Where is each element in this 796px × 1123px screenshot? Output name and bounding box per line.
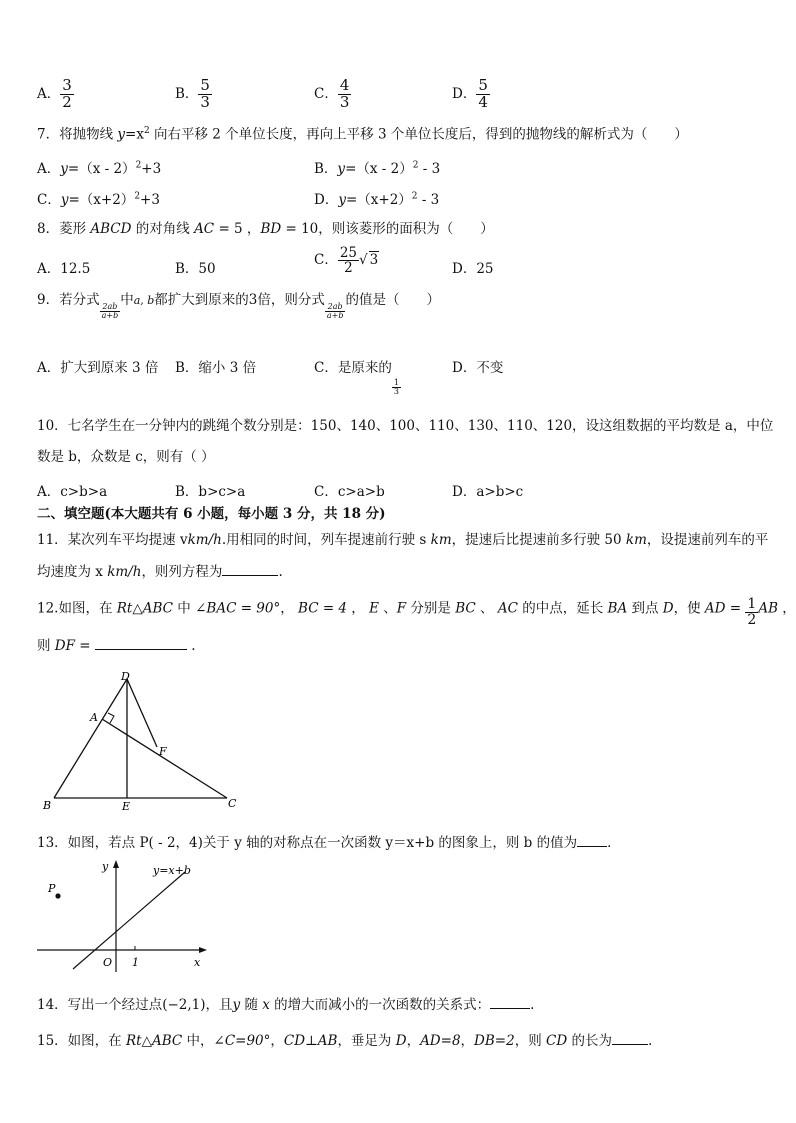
q6-option-b-fraction: $\frac{5}{3}$ — [200, 76, 210, 111]
q10-option-a: A．c>b>a — [37, 484, 108, 500]
section-heading: 二、填空题(本大题共有 6 小题，每小题 3 分，共 18 分) — [37, 506, 386, 522]
q9-stem: 9．若分式 $\frac{2ab}{a+b}$ 中a, b都扩大到原来的3倍，则分式 $\frac{2ab}{a+b}$ 的值是（ ） — [37, 292, 440, 320]
q10-option-c: C．c>a>b — [314, 484, 385, 500]
q10-stem-line2: 数是 b，众数是 c，则有（ ） — [37, 449, 215, 465]
q7-option-a: A．y=（x - 2）$^2$+3 — [37, 160, 162, 177]
label-d: D — [121, 670, 130, 683]
q8-option-c: C． $\frac{25}{2}$ √ 3 — [314, 245, 379, 277]
line-ac — [102, 719, 227, 798]
q8-option-c-fraction: $\frac{25}{2}$ — [339, 245, 358, 277]
right-angle-mark — [108, 713, 114, 723]
q13-answer-blank[interactable] — [577, 834, 607, 847]
q13-graph-figure — [37, 854, 217, 974]
x-axis-arrow — [199, 947, 207, 953]
q12-stem-line1: 12.如图，在 Rt△ABC 中 ∠BAC = 90°， BC = 4 ， E 、F 分别是 BC 、 AC 的中点，延长 BA 到点 D，使 AD = $\frac{1}{2}$ AB ， — [37, 596, 796, 628]
q7-option-b: B．y=（x - 2）$^2$ - 3 — [314, 160, 441, 177]
q12-half-fraction: $\frac{1}{2}$ — [747, 596, 757, 628]
label-e: E — [122, 800, 131, 813]
label-c: C — [228, 797, 237, 810]
line-df — [127, 679, 157, 747]
q6-option-b: B． $\frac{5}{3}$ — [175, 76, 210, 111]
q6-option-a: A． $\frac{3}{2}$ — [37, 76, 72, 111]
label-f: F — [159, 745, 167, 758]
q10-option-d: D．a>b>c — [452, 484, 524, 500]
q12-answer-blank[interactable] — [95, 637, 187, 650]
q9-fraction-1: $\frac{2ab}{a+b}$ — [101, 301, 119, 320]
label-one: 1 — [132, 956, 139, 969]
q6-option-c-fraction: $\frac{4}{3}$ — [339, 76, 350, 111]
line-y-eq-x-plus-b — [73, 872, 185, 969]
q15-answer-blank[interactable] — [612, 1032, 648, 1045]
q8-stem: 8．菱形 ABCD 的对角线 AC = 5 ，BD = 10，则该菱形的面积为（ ） — [37, 221, 494, 237]
q11-answer-blank[interactable] — [222, 563, 278, 576]
q9-option-b: B．缩小 3 倍 — [175, 360, 257, 376]
label-a: A — [90, 711, 98, 724]
q15-stem: 15．如图，在 Rt△ABC 中，∠C=90°，CD⊥AB，垂足为 D，AD=8，DB=2，则 CD 的长为 . — [37, 1033, 653, 1049]
q9-option-c-fraction: $\frac{1}{3}$ — [393, 377, 399, 396]
q8-option-c-root: 3 — [369, 252, 379, 269]
q9-option-a: A．扩大到原来 3 倍 — [37, 360, 159, 376]
label-b: B — [43, 799, 52, 812]
axis-label-y: y — [102, 860, 109, 873]
q6-option-c: C． $\frac{4}{3}$ — [314, 76, 350, 111]
q14-stem: 14．写出一个经过点(−2,1)，且y 随 x 的增大而减小的一次函数的关系式： . — [37, 997, 535, 1013]
q7-stem: 7．将抛物线 $y=x^2$ 向右平移 2 个单位长度，再向上平移 3 个单位长度后，得到的抛物线的解析式为（ ） — [37, 126, 688, 143]
q11-stem-line2: 均速度为 x km/h，则列方程为 . — [37, 564, 283, 580]
point-p — [55, 893, 60, 898]
q8-option-d: D．25 — [452, 261, 494, 277]
label-origin: O — [103, 956, 113, 969]
q8-option-b: B．50 — [175, 261, 216, 277]
q7-option-d: D．$y=(x+2)^2 - 3$ — [314, 191, 440, 208]
q14-answer-blank[interactable] — [490, 996, 530, 1009]
q6-option-a-fraction: $\frac{3}{2}$ — [62, 76, 72, 111]
q9-option-d: D．不变 — [452, 360, 504, 376]
line-bd — [54, 679, 127, 798]
q8-option-a: A．12.5 — [37, 261, 91, 277]
line-label: y=x+b — [153, 864, 191, 877]
y-axis-arrow — [113, 860, 119, 868]
q6-option-d: D． $\frac{5}{4}$ — [452, 76, 488, 111]
q13-stem: 13．如图，若点 P( - 2，4)关于 y 轴的对称点在一次函数 y＝x+b 的图象上，则 b 的值为 ． — [37, 835, 621, 851]
q11-stem-line1: 11．某次列车平均提速 vkm/h.用相同的时间，列车提速前行驶 s km，提速后比提速前多行驶 50 km，设提速前列车的平 — [37, 532, 769, 548]
q7-option-c: C．$y=(x+2)^2+3$ — [37, 191, 160, 208]
q10-option-b: B．b>c>a — [175, 484, 246, 500]
q10-stem-line1: 10．七名学生在一分钟内的跳绳个数分别是：150、140、100、110、130、110、120，设这组数据的平均数是 a，中位 — [37, 418, 774, 434]
q12-stem-line2: 则 DF = . — [37, 638, 196, 654]
q9-fraction-2: $\frac{2ab}{a+b}$ — [326, 301, 344, 320]
q6-option-d-fraction: $\frac{5}{4}$ — [478, 76, 488, 111]
q12-triangle-figure — [37, 667, 252, 812]
label-p: P — [48, 882, 56, 895]
axis-label-x: x — [194, 956, 201, 969]
q9-option-c: C．是原来的 $\frac{1}{3}$ — [314, 360, 399, 396]
